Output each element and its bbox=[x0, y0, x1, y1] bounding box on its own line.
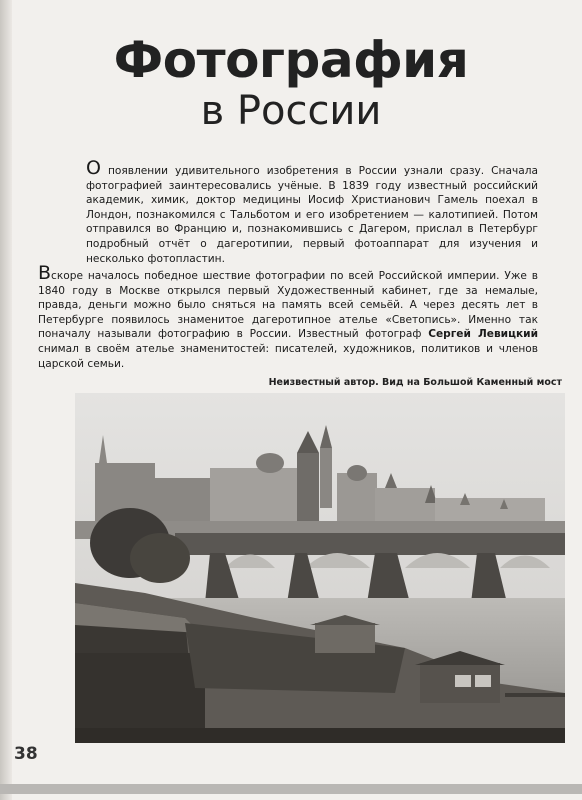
page-subtitle: в России bbox=[200, 88, 382, 134]
page-title: Фотография bbox=[113, 31, 469, 89]
paragraph-history bbox=[38, 262, 538, 371]
drop-cap: О bbox=[86, 157, 101, 179]
page-number: 38 bbox=[14, 744, 38, 764]
paragraph-history-text: скоре началось победное шествие фотографии по всей Российской империи. Уже в 1840 году в Москве открылся первый Художественный кабинет, где за немалые, правда, деньги можно было сняться на память всей семьёй. А через десять лет в Петербурге появилось знаменитое дагеротипное ателье «Светопись». Именно так поначалу называли фотографию в России. Известный фотограф bbox=[38, 270, 538, 341]
footer-strip bbox=[0, 784, 582, 794]
photo-caption: Неизвестный автор. Вид на Большой Каменный мост bbox=[268, 377, 562, 388]
photographer-name: Сергей Левицкий bbox=[428, 328, 538, 341]
historical-photo bbox=[75, 393, 565, 743]
paragraph-intro bbox=[86, 157, 538, 266]
drop-cap: В bbox=[38, 262, 52, 284]
paragraph-intro-text: появлении удивительного изобретения в России узнали сразу. Сначала фотографией заинтересовались учёные. В 1839 году известный российский академик, химик, доктор медицины Иосиф Христианович Гамель поехал в Лондон, познакомился с Тальботом и его изобретением — калотипией. Потом отправился во Францию и, познакомившись с Дагером, прислал в Петербург подробный отчёт о дагеротипии, первый фотоаппарат для изучения и несколько фотопластин. bbox=[86, 165, 538, 265]
paragraph-history-text-end: снимал в своём ателье знаменитостей: писателей, художников, политиков и членов царской семьи. bbox=[38, 342, 538, 370]
